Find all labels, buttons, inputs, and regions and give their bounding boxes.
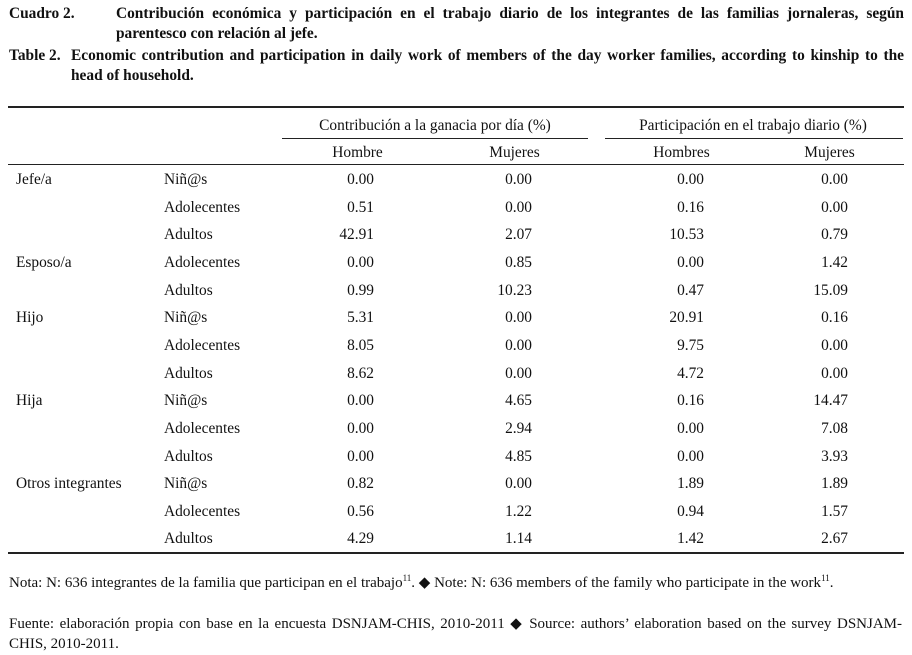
- row-age-label: Adolecentes: [164, 254, 241, 271]
- cell-part-hombres: 0.00: [677, 420, 704, 437]
- cell-part-hombres: 0.47: [677, 282, 704, 299]
- note-text-a: Nota: N: 636 integrantes de la familia que participan en el trabajo: [9, 575, 403, 591]
- header-contribution: Contribución a la ganacia por día (%): [319, 117, 551, 134]
- cell-part-mujeres: 3.93: [821, 448, 848, 465]
- cell-part-mujeres: 2.67: [821, 530, 848, 547]
- subheader-hombres: Hombres: [653, 144, 710, 161]
- cell-part-mujeres: 0.00: [821, 199, 848, 216]
- cell-contrib-mujeres: 0.00: [505, 337, 532, 354]
- row-age-label: Niñ@s: [164, 392, 208, 409]
- cell-contrib-mujeres: 0.85: [505, 254, 532, 271]
- cell-contrib-mujeres: 1.14: [505, 530, 532, 547]
- cell-contrib-mujeres: 10.23: [497, 282, 532, 299]
- cell-contrib-mujeres: 0.00: [505, 309, 532, 326]
- header-bottom-rule: [8, 164, 904, 165]
- header-participation: Participación en el trabajo diario (%): [639, 117, 867, 134]
- cell-part-hombres: 20.91: [669, 309, 704, 326]
- cell-part-mujeres: 0.79: [821, 226, 848, 243]
- row-age-label: Adultos: [164, 365, 213, 382]
- header-contribution-rule: [282, 138, 588, 139]
- row-age-label: Adolecentes: [164, 420, 241, 437]
- cell-contrib-hombre: 0.00: [347, 171, 374, 188]
- cell-part-hombres: 4.72: [677, 365, 704, 382]
- cell-part-mujeres: 1.42: [821, 254, 848, 271]
- note-footnote-ref-1: 11: [402, 573, 412, 583]
- caption-english-label: Table 2.: [9, 47, 61, 64]
- subheader-mujeres-2: Mujeres: [804, 144, 855, 161]
- cell-contrib-hombre: 4.29: [347, 530, 374, 547]
- cell-contrib-mujeres: 0.00: [505, 365, 532, 382]
- subheader-mujeres-1: Mujeres: [489, 144, 540, 161]
- caption-spanish: [9, 4, 904, 44]
- row-age-label: Niñ@s: [164, 171, 208, 188]
- cell-part-hombres: 0.16: [677, 199, 704, 216]
- row-group-label: Hija: [16, 392, 43, 409]
- note-text-b: . ◆ Note: N: 636 members of the family who participate in the work: [411, 575, 822, 591]
- row-age-label: Niñ@s: [164, 309, 208, 326]
- cell-part-mujeres: 14.47: [813, 392, 848, 409]
- source: Fuente: elaboración propia con base en la encuesta DSNJAM-CHIS, 2010-2011 ◆ Source: authors’ elaboration based on the survey DSNJAM-CHIS, 2010-2011.: [9, 616, 902, 652]
- cell-contrib-mujeres: 2.07: [505, 226, 532, 243]
- cell-contrib-hombre: 0.00: [347, 254, 374, 271]
- cell-part-mujeres: 0.00: [821, 337, 848, 354]
- cell-contrib-hombre: 0.56: [347, 503, 374, 520]
- row-age-label: Adultos: [164, 226, 213, 243]
- row-age-label: Adolecentes: [164, 503, 241, 520]
- header-participation-rule: [605, 138, 903, 139]
- row-age-label: Adolecentes: [164, 337, 241, 354]
- cell-contrib-hombre: 8.62: [347, 365, 374, 382]
- row-age-label: Adultos: [164, 448, 213, 465]
- cell-part-mujeres: 7.08: [821, 420, 848, 437]
- row-age-label: Adultos: [164, 530, 213, 547]
- cell-contrib-mujeres: 2.94: [505, 420, 532, 437]
- row-age-label: Adolecentes: [164, 199, 241, 216]
- table-bottom-rule: [8, 552, 904, 554]
- cell-contrib-hombre: 42.91: [339, 226, 374, 243]
- cell-part-mujeres: 15.09: [813, 282, 848, 299]
- cell-contrib-mujeres: 0.00: [505, 475, 532, 492]
- cell-part-mujeres: 1.89: [821, 475, 848, 492]
- table-top-rule: [8, 106, 904, 108]
- cell-contrib-hombre: 8.05: [347, 337, 374, 354]
- row-group-label: Esposo/a: [16, 254, 72, 271]
- cell-part-hombres: 0.94: [677, 503, 704, 520]
- cell-part-hombres: 1.89: [677, 475, 704, 492]
- cell-contrib-hombre: 0.99: [347, 282, 374, 299]
- cell-contrib-hombre: 0.00: [347, 448, 374, 465]
- cell-part-hombres: 0.00: [677, 254, 704, 271]
- cell-contrib-hombre: 0.51: [347, 199, 374, 216]
- cell-contrib-mujeres: 4.65: [505, 392, 532, 409]
- caption-spanish-text: Contribución económica y participación en el trabajo diario de los integrantes de las familias jornaleras, según parentesco con relación al jefe.: [116, 5, 904, 42]
- row-age-label: Niñ@s: [164, 475, 208, 492]
- row-age-label: Adultos: [164, 282, 213, 299]
- caption-spanish-label: Cuadro 2.: [9, 5, 75, 22]
- cell-contrib-mujeres: 4.85: [505, 448, 532, 465]
- cell-contrib-hombre: 0.82: [347, 475, 374, 492]
- row-group-label: Hijo: [16, 309, 44, 326]
- caption-english-text: Economic contribution and participation in daily work of members of the day worker families, according to kinship to the head of household.: [71, 47, 904, 84]
- subheader-hombre: Hombre: [332, 144, 383, 161]
- cell-part-mujeres: 1.57: [821, 503, 848, 520]
- cell-part-mujeres: 0.00: [821, 365, 848, 382]
- cell-contrib-mujeres: 1.22: [505, 503, 532, 520]
- cell-part-mujeres: 0.00: [821, 171, 848, 188]
- note: [9, 573, 902, 593]
- cell-part-hombres: 1.42: [677, 530, 704, 547]
- cell-part-hombres: 0.00: [677, 448, 704, 465]
- cell-part-mujeres: 0.16: [821, 309, 848, 326]
- cell-part-hombres: 10.53: [669, 226, 704, 243]
- cell-contrib-hombre: 0.00: [347, 392, 374, 409]
- cell-contrib-hombre: 5.31: [347, 309, 374, 326]
- note-footnote-ref-2: 11: [821, 573, 830, 583]
- cell-contrib-mujeres: 0.00: [505, 199, 532, 216]
- cell-contrib-hombre: 0.00: [347, 420, 374, 437]
- caption-english: [9, 46, 904, 86]
- note-text-c: .: [829, 575, 834, 591]
- cell-contrib-mujeres: 0.00: [505, 171, 532, 188]
- row-group-label: Otros integrantes: [16, 475, 122, 492]
- cell-part-hombres: 9.75: [677, 337, 704, 354]
- row-group-label: Jefe/a: [16, 171, 52, 188]
- cell-part-hombres: 0.16: [677, 392, 704, 409]
- cell-part-hombres: 0.00: [677, 171, 704, 188]
